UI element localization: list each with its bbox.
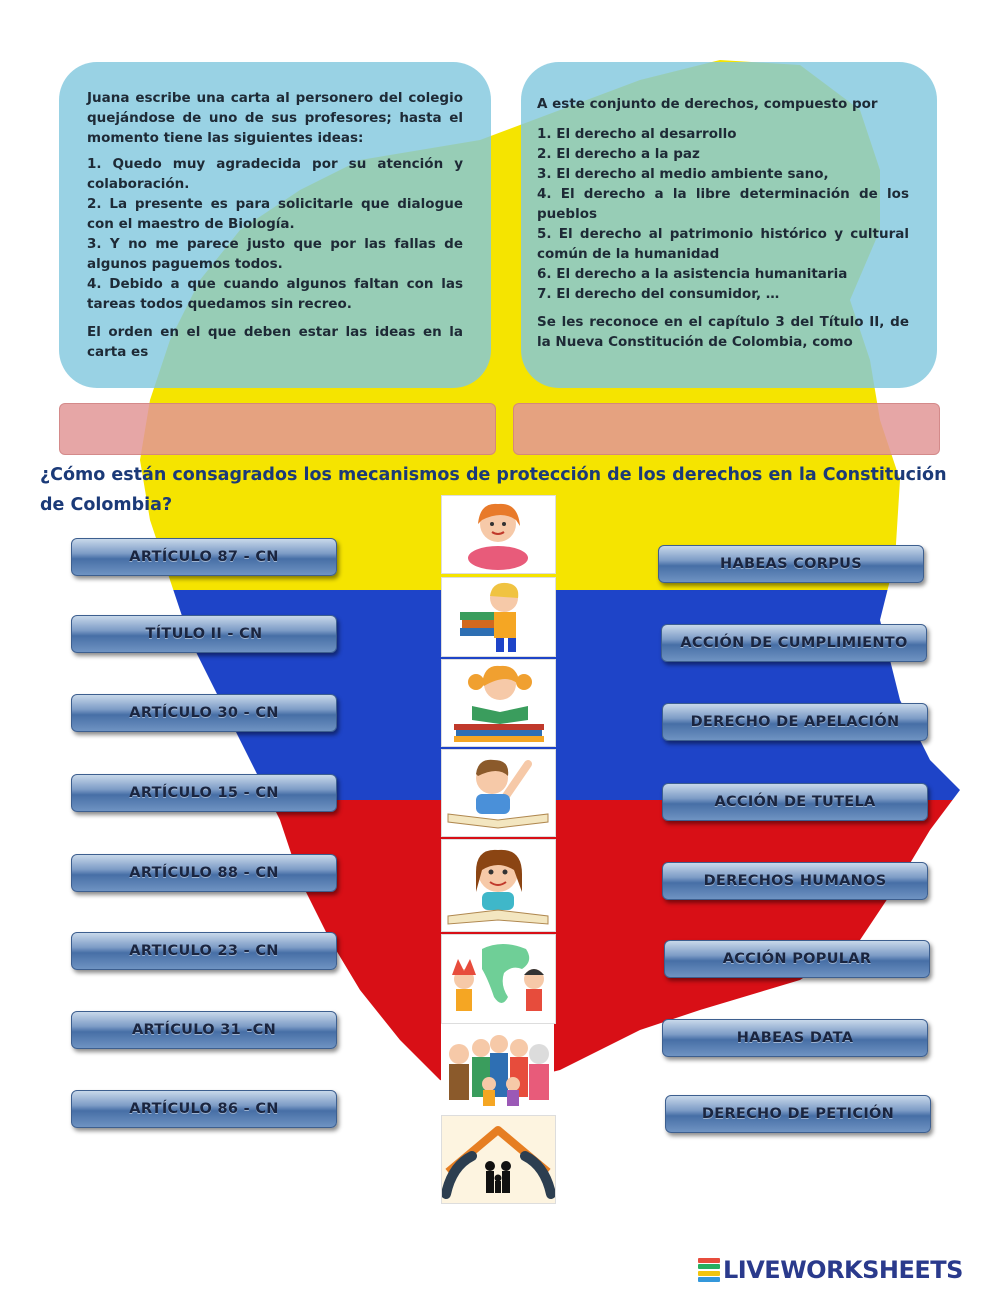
protected-home-icon[interactable] — [441, 1115, 556, 1204]
boy-with-books-icon[interactable] — [441, 577, 556, 657]
right-option-button[interactable]: DERECHOS HUMANOS — [662, 862, 928, 900]
question-panel-right — [521, 62, 937, 388]
right-option-button[interactable]: ACCIÓN DE TUTELA — [662, 783, 928, 821]
children-world-map-icon[interactable] — [441, 934, 556, 1024]
list-item: 5. El derecho al patrimonio histórico y cultural común de la humanidad — [537, 226, 909, 262]
right-option-button[interactable]: DERECHO DE PETICIÓN — [665, 1095, 931, 1133]
left-option-button[interactable]: TÍTULO II - CN — [71, 615, 337, 653]
panel-left-question: El orden en el que deben estar las ideas en la carta es — [87, 324, 463, 360]
panel-left-intro: Juana escribe una carta al personero del colegio quejándose de uno de sus profesores; hasta el momento tiene las siguientes ideas: — [87, 90, 463, 146]
list-item: 3. El derecho al medio ambiente sano, — [537, 166, 829, 182]
list-item: 7. El derecho del consumidor, … — [537, 286, 780, 302]
left-option-button[interactable]: ARTÍCULO 15 - CN — [71, 774, 337, 812]
girl-thinking-icon[interactable] — [441, 495, 556, 574]
right-option-button[interactable]: ACCIÓN POPULAR — [664, 940, 930, 978]
answer-field-right[interactable] — [513, 403, 940, 455]
left-option-button[interactable]: ARTICULO 23 - CN — [71, 932, 337, 970]
panel-left-list — [87, 154, 463, 314]
list-item: 2. La presente es para solicitarle que dialogue con el maestro de Biología. — [87, 196, 463, 232]
right-option-button[interactable]: DERECHO DE APELACIÓN — [662, 703, 928, 741]
left-option-button[interactable]: ARTÍCULO 31 -CN — [71, 1011, 337, 1049]
girl-with-book-icon[interactable] — [441, 839, 556, 932]
brand-name: LIVEWORKSHEETS — [723, 1256, 963, 1284]
main-question: ¿Cómo están consagrados los mecanismos de protección de los derechos en la Constitución de Colombia? — [40, 465, 947, 515]
list-item: 4. Debido a que cuando algunos faltan con las tareas todos quedamos sin recreo. — [87, 276, 463, 312]
panel-right-list — [537, 124, 909, 304]
list-item: 2. El derecho a la paz — [537, 146, 700, 162]
panel-right-question: Se les reconoce en el capítulo 3 del Título II, de la Nueva Constitución de Colombia, como — [537, 314, 909, 350]
list-item: 1. El derecho al desarrollo — [537, 126, 737, 142]
right-option-button[interactable]: HABEAS DATA — [662, 1019, 928, 1057]
list-item: 6. El derecho a la asistencia humanitaria — [537, 266, 848, 282]
list-item: 4. El derecho a la libre determinación de los pueblos — [537, 186, 909, 222]
family-group-icon[interactable] — [441, 1024, 554, 1112]
boy-raising-hand-icon[interactable] — [441, 749, 556, 837]
answer-field-left[interactable] — [59, 403, 496, 455]
left-option-button[interactable]: ARTÍCULO 87 - CN — [71, 538, 337, 576]
right-option-button[interactable]: HABEAS CORPUS — [658, 545, 924, 583]
list-item: 3. Y no me parece justo que por las fallas de algunos paguemos todos. — [87, 236, 463, 272]
question-panel-left — [59, 62, 491, 388]
list-item: 1. Quedo muy agradecida por su atención y colaboración. — [87, 156, 463, 192]
left-option-button[interactable]: ARTÍCULO 86 - CN — [71, 1090, 337, 1128]
liveworksheets-logo — [698, 1257, 963, 1283]
left-option-button[interactable]: ARTÍCULO 88 - CN — [71, 854, 337, 892]
panel-right-intro: A este conjunto de derechos, compuesto por — [537, 96, 878, 112]
right-option-button[interactable]: ACCIÓN DE CUMPLIMIENTO — [661, 624, 927, 662]
left-option-button[interactable]: ARTÍCULO 30 - CN — [71, 694, 337, 732]
girl-reading-icon[interactable] — [441, 659, 556, 747]
brand-icon — [698, 1258, 720, 1282]
